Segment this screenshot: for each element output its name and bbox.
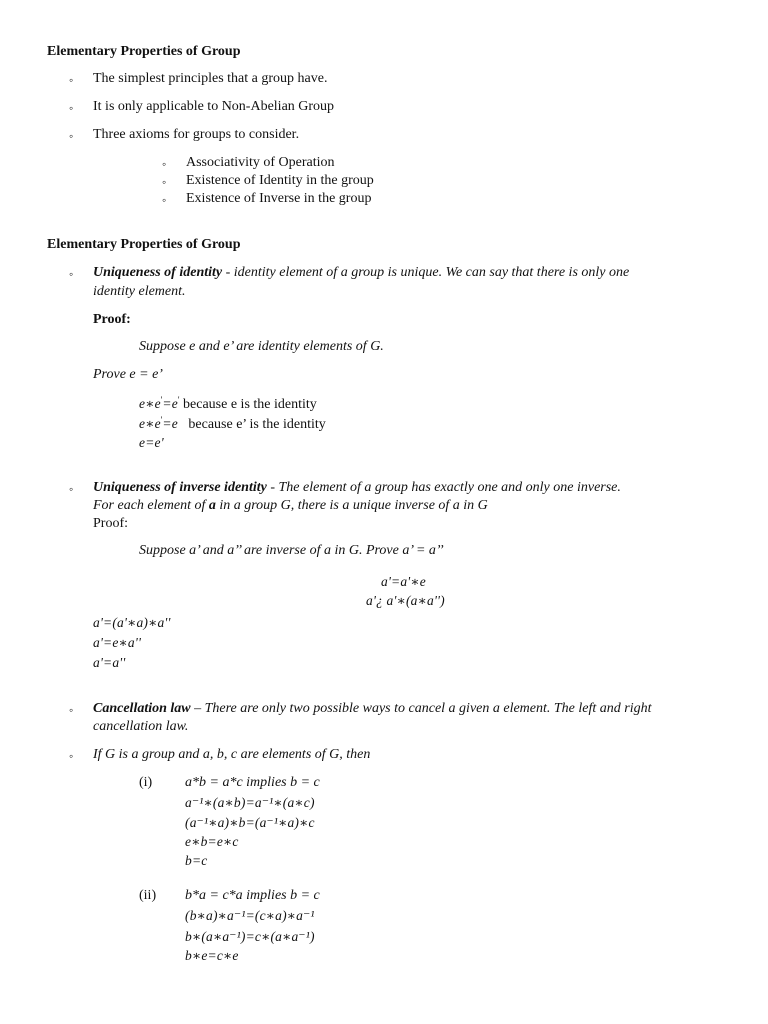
inverse-title: Uniqueness of inverse identity (93, 480, 267, 495)
case-ii-line-3: b∗(a∗a⁻¹)=c∗(a∗a⁻¹) (185, 929, 315, 944)
cancellation-desc-line1: Cancellation law – There are only two possible ways to cancel a given a element. The left and right (93, 701, 652, 716)
bullet-icon: ◦ (69, 482, 74, 496)
inverse-desc-line1: Uniqueness of inverse identity - The element of a group has exactly one and only one inverse. (93, 480, 621, 495)
bullet-icon: ◦ (162, 175, 167, 189)
identity-suppose: Suppose e and e’ are identity elements of G. (139, 339, 384, 354)
inverse-desc-line2: For each element of a in a group G, there is a unique inverse of a in G (93, 498, 488, 513)
section1-heading: Elementary Properties of Group (47, 44, 241, 59)
case-ii-label: (ii) (139, 888, 157, 903)
inverse-suppose: Suppose a’ and a’’ are inverse of a in G. Prove a’ = a’’ (139, 543, 444, 558)
cancellation-title: Cancellation law (93, 701, 191, 716)
bullet-icon: ◦ (69, 73, 74, 87)
section2-heading: Elementary Properties of Group (47, 237, 241, 252)
inverse-eq-3: a'=a'' (93, 655, 126, 670)
inverse-eq-1: a'=(a'∗a)∗a'' (93, 615, 171, 630)
case-i-label: (i) (139, 775, 153, 790)
section1-bullet-1: The simplest principles that a group have. (93, 71, 328, 86)
section1-bullet-2: It is only applicable to Non-Abelian Group (93, 99, 335, 114)
bullet-icon: ◦ (162, 193, 167, 207)
sub-bullet-1: Associativity of Operation (186, 155, 335, 170)
bullet-icon: ◦ (69, 703, 74, 717)
case-ii-line-2: (b∗a)∗a⁻¹=(c∗a)∗a⁻¹ (185, 908, 315, 923)
case-ii-line-1: b*a = c*a implies b = c (185, 888, 320, 903)
case-i-line-3: (a⁻¹∗a)∗b=(a⁻¹∗a)∗c (185, 815, 315, 830)
identity-eq-1: e∗e'=e' because e is the identity (139, 395, 317, 412)
identity-prove: Prove e = e’ (93, 367, 163, 382)
inverse-center-eq-1: a'=a'∗e (381, 574, 426, 589)
inverse-proof-label: Proof: (93, 516, 128, 531)
cancellation-desc-line2: cancellation law. (93, 719, 189, 734)
sub-bullet-3: Existence of Inverse in the group (186, 191, 372, 206)
identity-desc-line2: identity element. (93, 284, 186, 299)
bullet-icon: ◦ (69, 129, 74, 143)
inverse-eq-2: a'=e∗a'' (93, 635, 142, 650)
identity-title: Uniqueness of identity (93, 265, 223, 280)
bullet-icon: ◦ (69, 749, 74, 763)
if-g-statement: If G is a group and a, b, c are elements of G, then (93, 747, 371, 762)
inverse-center-eq-2: a'¿ a'∗(a∗a'') (366, 593, 445, 608)
section1-bullet-3: Three axioms for groups to consider. (93, 127, 300, 142)
case-i-line-1: a*b = a*c implies b = c (185, 775, 320, 790)
case-i-line-5: b=c (185, 853, 208, 868)
bullet-icon: ◦ (69, 267, 74, 281)
identity-eq-2: e∗e'=e because e’ is the identity (139, 415, 326, 432)
bullet-icon: ◦ (162, 157, 167, 171)
case-ii-line-4: b∗e=c∗e (185, 948, 239, 963)
identity-desc-line1: Uniqueness of identity - identity element of a group is unique. We can say that there is only one (93, 265, 630, 280)
sub-bullet-2: Existence of Identity in the group (186, 173, 374, 188)
case-i-line-2: a⁻¹∗(a∗b)=a⁻¹∗(a∗c) (185, 795, 315, 810)
case-i-line-4: e∗b=e∗c (185, 834, 239, 849)
identity-proof-label: Proof: (93, 312, 131, 327)
bullet-icon: ◦ (69, 101, 74, 115)
identity-eq-3: e=e' (139, 435, 164, 450)
